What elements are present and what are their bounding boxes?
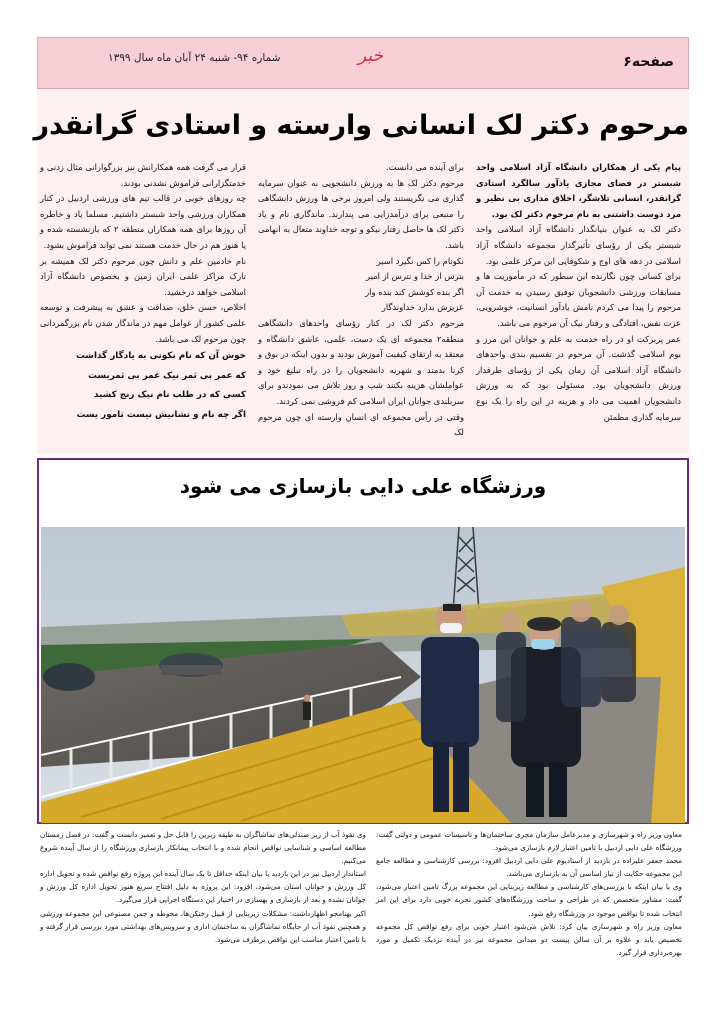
paragraph: مرحوم دکتر لک ها به ورزش دانشجویی به عنوان سرمایه گذاری می نگریستند ولی امروز برخی ها ورزش دانشگاهی را منبعی برای درآمدزایی می پندارند. ماندگاری نام و یاد دکتر لک ها حاصل رفتار نیکو و توجه خداوند متعال به انهامی باشد. bbox=[258, 177, 464, 250]
article-column-left bbox=[40, 160, 246, 425]
paragraph: وی با بیان اینکه با بررسی‌های کارشناسی و مطالعه زیربنایی این مجموعه بزرگ تامین اعتبار می‌شود، گفت: مشاور متخصص که در طراحی و ساخت ورزشگاه‌های کشور تجربه خوبی دارد برای این امر انتخاب شده تا نواقص موجود در ورزشگاه رفع شود. bbox=[376, 882, 682, 918]
paragraph: وی نفوذ آب از زیر صندلی‌های تماشاگران به طبقه زیرین را قابل حل و تعمیر دانست و گفت: در فصل زمستان مطالعه اساسی و شناسایی نواقص انجام شده و با انتخاب پیمانکار بازسازی ورزشگاه را از سال آینده شروع می‌کنیم. bbox=[40, 830, 366, 866]
section-label: خبر bbox=[358, 46, 384, 66]
article-column-middle bbox=[258, 160, 464, 441]
paragraph: استاندار اردبیل نیز در این بازدید با بیان اینکه حداقل تا یک سال آینده این پروژه رفع نواقص شده و تحویل اداره کل ورزش و جوانان استان می‌شود، افزود: این پروژه به دلیل افتتاح سریع هنوز تحویل اداره کل ورزش و جوانان نشده و بعد از بازسازی و بهسازی در اختیار این دستگاه اجرایی قرار می‌گیرد. bbox=[40, 869, 366, 905]
paragraph: معاون وزیر راه و شهرسازی و مدیرعامل سازمان مجری ساختمان‌ها و تاسیسات عمومی و دولتی گفت: ورزشگاه علی دایی اردبیل با تامین اعتبار لازم بازسازی می‌شود. bbox=[376, 830, 682, 853]
paragraph: نام خادمین علم و دانش چون مرحوم دکتر لک همیشه بر تارک مراکز علمی ایران زمین و بخصوص دانشگاه آزاد اسلامی خواهد درخشید. bbox=[40, 255, 246, 297]
paragraph: معاون وزیر راه و شهرسازی بیان کرد: تلاش می‌شود اعتبار خوبی برای رفع نواقص کل مجموعه تخصیص یابد و علاوه بر آن سالن پیست دو میدانی مجموعه نیز در آینده نزدیک تکمیل و مورد بهره‌برداری قرار گیرد. bbox=[376, 921, 682, 957]
news-caption-right bbox=[376, 828, 682, 959]
article-headline: مرحوم دکتر لک انسانی وارسته و استادی گرانقدر bbox=[33, 110, 689, 141]
poem-line: عزیزش بدارد خداوندگار bbox=[381, 302, 464, 313]
page-header bbox=[37, 37, 689, 89]
poem-line: خوش آن که نام نکونی به یادگار گذاشت bbox=[75, 351, 246, 362]
poem-line: کسی که در طلب نام نیک رنج کشید bbox=[93, 390, 246, 401]
page-number: صفحه۶ bbox=[623, 54, 674, 70]
article-column-right bbox=[476, 160, 681, 425]
paragraph: قرار می گرفت همه همکارانش نیز بزرگوارانی مثال زدنی و خدمتگزارانی فراموش نشدنی بودند. bbox=[40, 162, 246, 188]
paragraph: عمر پربرکت او در راه خدمت به علم و جوانان این مرز و بوم اسلامی گذشت. آن مرحوم در تقسیم بندی واحدهای دانشگاه آزاد اسلامی آن زمان یکی از رؤسای طرفدار ورزش دانشجویان بود. مسئولی بود که به ورزش دانشجویان اهمیت می داد و هزینه در این راه را یک نوع سرمایه گذاری مطمئن bbox=[476, 333, 681, 422]
news-caption-left bbox=[40, 828, 366, 946]
poem-line: اگر بنده کوشش کند بنده وار bbox=[365, 286, 464, 297]
issue-line: شماره ۹۴- شنبه ۲۴ آبان ماه سال ۱۳۹۹ bbox=[108, 52, 281, 64]
paragraph: برای آینده می دانست. bbox=[385, 162, 464, 172]
paragraph: مرحوم دکتر لک در کنار رؤسای واحدهای دانشگاهی منطقه۲ مجموعه ای یک دست، علمی، عاشق دانشگاه و معتقد به ارتقای کیفیت آموزش بودند و بدون اینکه در بوق و کرنا بدمند و شهریه دانشجویان را در راه تبلیغ خود و عواملشان هزینه بکنند شب و روز تلاش می نمودندو برای سربلندی جوانان ایران اسلامی کم فروشی نمی کردند. bbox=[258, 317, 464, 406]
paragraph: اکبر بهنامجو اظهارداشت: مشکلات زیربنایی از قبیل رختکن‌ها، محوطه و چمن مصنوعی این مجموعه ورزشی و همچنین نفوذ آب از جایگاه تماشاگران به ساختمان اداری و سرویس‌های بهداشتی مورد بررسی قرار گرفته و با تامین اعتبار مناسب این نواقص برطرف می‌شود. bbox=[40, 908, 366, 944]
paragraph: چه روزهای خوبی در قالب تیم های ورزشی اردبیل در کنار همکاران ورزشی واحد شبستر داشتیم. مسلما یاد و خاطره آن روزها برای همه همکاران منطقه ۲ که بازنشسته شده و یا هنوز هم در حال خدمت هستند نمی تواند فراموش بشود. bbox=[40, 193, 246, 250]
poem-line: نکونام را کس نگیرد اسیر bbox=[376, 255, 464, 266]
paragraph: وقتی در رأس مجموعه ای انسان وارسته ای چون مرحوم لک bbox=[258, 411, 464, 438]
paragraph: اخلاص، حسن خلق، صداقت و عشق به پیشرفت و توسعه علمی کشور از عوامل مهم در ماندگار شدن نام بزرگمردانی چون مرحوم لک می باشد. bbox=[40, 302, 246, 344]
paragraph: محمد جعفر علیزاده در بازدید از استادیوم علی دایی اردبیل افزود: بررسی کارشناسی و مطالعه جامع این مجموعه حکایت از نیاز اساسی آن به بازسازی می‌باشد. bbox=[376, 856, 682, 879]
poem-line: که عمر بی ثمر نیک عمر بی ثمریست bbox=[88, 370, 246, 381]
poem-line: بترس از خدا و نترس از امیر bbox=[365, 271, 464, 282]
poem-line: اگر چه نام و نشانیش نیست تامور یست bbox=[76, 409, 246, 420]
article-lead: پیام یکی از همکاران دانشگاه آزاد اسلامی واحد شبستر در فضای مجازی یادآور سالگرد استادی گرانقدر، انسانی تلاشگر، اخلاق مداری بی نظیر و مرد دوست داشتنی به نام مرحوم دکتر لک بود. bbox=[476, 162, 681, 219]
news-headline: ورزشگاه علی دایی بازسازی می شود bbox=[179, 474, 547, 498]
stadium-photo bbox=[41, 527, 685, 823]
paragraph: دکتر لک به عنوان بنیانگذار دانشگاه آزاد اسلامی واحد شبستر یکی از رؤسای تأثیرگذار مجموعه دانشگاه آزاد اسلامی در دهه های اوج و شکوفایی این مرکز علمی بود. bbox=[476, 224, 681, 266]
paragraph: برای کسانی چون نگارنده این سطور که در مأموریت ها و مسابقات ورزشی دانشجویان توفیق رسیدن به خدمت آن مرحوم را پیدا می کردم نامش یادآور انسانیت، خوشرویی، عزت نفس، افتادگی و رفتار نیک آن مرحوم می باشد. bbox=[476, 271, 681, 328]
